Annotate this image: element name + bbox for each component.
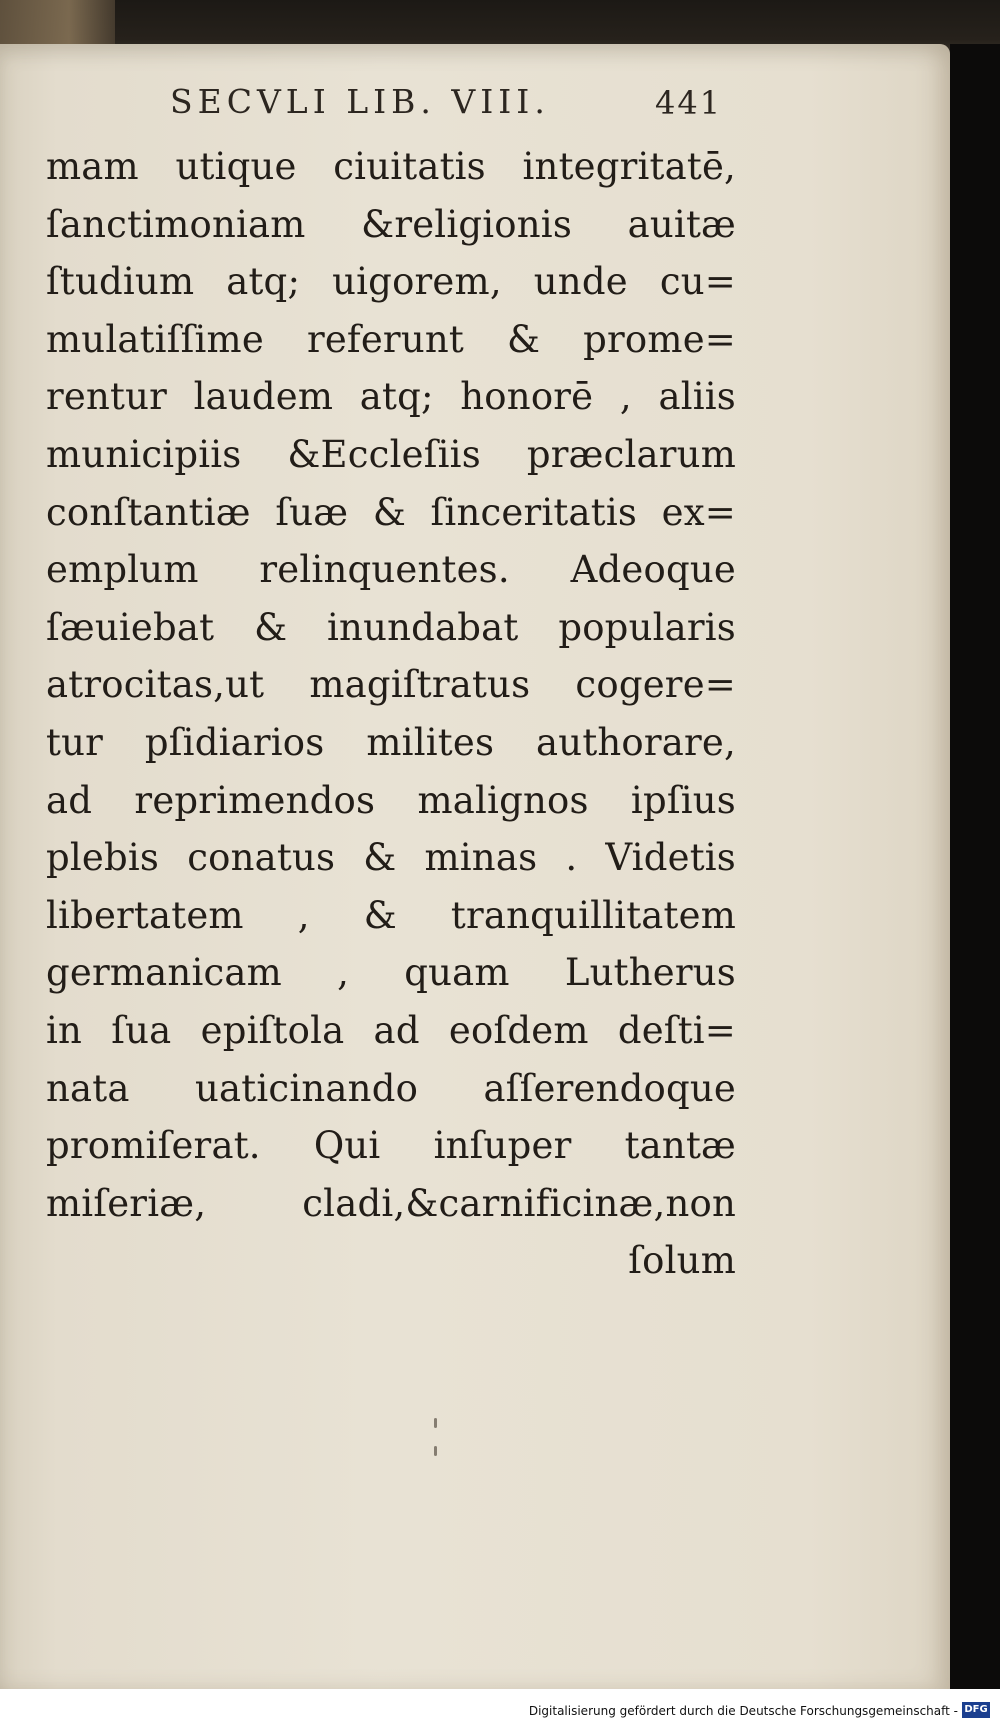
text-line: libertatem , & tranquillitatem [46,893,736,937]
speck [434,1446,437,1456]
text-line: emplum relinquentes. Adeoque [46,548,736,592]
text-block [46,138,736,1290]
text-line: ſæuiebat & inundabat popularis [46,605,736,649]
text-line: in ſua epiſtola ad eoſdem deſti= [46,1008,736,1052]
text-line: ſanctimoniam &religionis auitæ [46,202,736,246]
text-line: municipiis &Eccleſiis præclarum [46,432,736,476]
scan-background-right [950,44,1000,1689]
book-spine-edge [0,0,115,48]
paper-specks [434,1418,440,1478]
catchword: ſolum [628,1239,736,1283]
text-line: ſtudium atq; uigorem, unde cu= [46,260,736,304]
text-line: mam utique ciuitatis integritatē, [46,145,736,188]
dfg-logo: DFG [962,1702,990,1718]
text-line: mulatiſſime referunt & prome= [46,317,736,361]
text-line: miſeriæ, cladi,&carnificinæ,non [46,1181,736,1225]
speck [434,1418,437,1428]
text-line: atrocitas,ut magiſtratus cogere= [46,663,736,707]
text-line: tur pſidiarios milites authorare, [46,720,736,764]
text-line: promiſerat. Qui inſuper tantæ [46,1124,736,1168]
text-line: ad reprimendos malignos ipſius [46,778,736,822]
text-line: conſtantiæ ſuæ & ſinceritatis ex= [46,490,736,534]
text-line: plebis conatus & minas . Videtis [46,836,736,880]
text-line: germanicam , quam Lutherus [46,951,736,995]
text-line: nata uaticinando aſſerendoque [46,1066,736,1110]
page-number: 441 [655,84,723,122]
running-head: SECVLI LIB. VIII. [170,82,550,121]
text-line: rentur laudem atq; honorē , aliis [46,375,736,419]
funding-credit: Digitalisierung gefördert durch die Deutsche Forschungsgemeinschaft - [528,1704,958,1718]
